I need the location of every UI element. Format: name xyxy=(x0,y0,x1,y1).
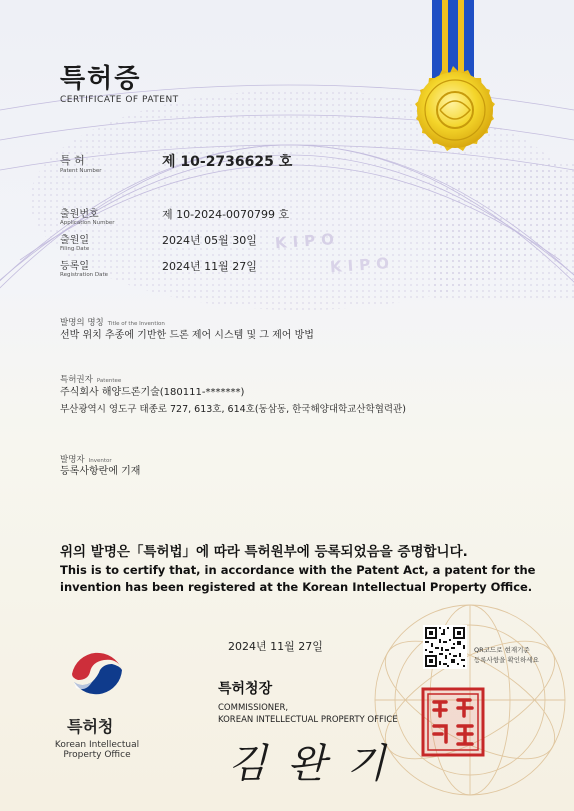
inventor-value: 등록사항란에 기재 xyxy=(60,466,141,477)
signature: 김 완 기 xyxy=(228,741,390,787)
registration-date-value: 2024년 11월 27일 xyxy=(162,260,257,273)
application-number-label: 출원번호 Application Number xyxy=(60,209,115,226)
filing-date-value: 2024년 05월 30일 xyxy=(162,234,257,247)
patentee-name: 주식회사 해양드론기술(180111-*******) xyxy=(60,387,245,398)
registration-date-label: 등록일 Registration Date xyxy=(60,261,109,278)
kipo-watermark: KIPO xyxy=(329,253,396,277)
patent-number-label: 특 허 Patent Number xyxy=(60,154,102,174)
filing-date-label: 출원일 Filing Date xyxy=(60,235,90,252)
patentee-address: 부산광역시 영도구 태종로 727, 613호, 614호(동삼동, 한국해양대학교산학협력관) xyxy=(60,404,406,415)
kipo-name-ko: 특허청 xyxy=(67,717,114,736)
official-stamp-icon xyxy=(420,686,486,758)
patent-number-value: 제 10-2736625 호 xyxy=(162,154,293,170)
kipo-watermark: KIPO xyxy=(274,229,341,253)
certificate-subtitle: CERTIFICATE OF PATENT xyxy=(60,95,179,105)
commissioner-title-ko: 특허청장 xyxy=(218,681,273,697)
qr-note: QR코드로 현재기준 등록사항을 확인하세요 xyxy=(474,646,539,664)
invention-title-value: 선박 위치 추종에 기반한 드론 제어 시스템 및 그 제어 방법 xyxy=(60,330,314,341)
inventor-label: 발명자 Inventor xyxy=(60,455,112,465)
certification-statement-en-1: This is to certify that, in accordance with the Patent Act, a patent for the xyxy=(60,563,536,577)
application-number-value: 제 10-2024-0070799 호 xyxy=(162,208,290,221)
invention-title-label: 발명의 명칭 Title of the Invention xyxy=(60,318,165,328)
patentee-label: 특허권자 Patentee xyxy=(60,375,122,385)
certification-statement-en-2: invention has been registered at the Korean Intellectual Property Office. xyxy=(60,580,533,594)
issue-date: 2024년 11월 27일 xyxy=(228,640,323,653)
kipo-name-en: Korean Intellectual Property Office xyxy=(54,740,140,760)
certification-statement-ko: 위의 발명은「특허법」에 따라 특허원부에 등록되었음을 증명합니다. xyxy=(60,544,468,560)
commissioner-title-en-1: COMMISSIONER, xyxy=(218,703,289,713)
qr-code-icon[interactable] xyxy=(423,625,467,669)
certificate-title: 특허증 xyxy=(60,64,142,94)
kipo-logo-icon xyxy=(66,640,128,708)
commissioner-title-en-2: KOREAN INTELLECTUAL PROPERTY OFFICE xyxy=(218,715,398,725)
